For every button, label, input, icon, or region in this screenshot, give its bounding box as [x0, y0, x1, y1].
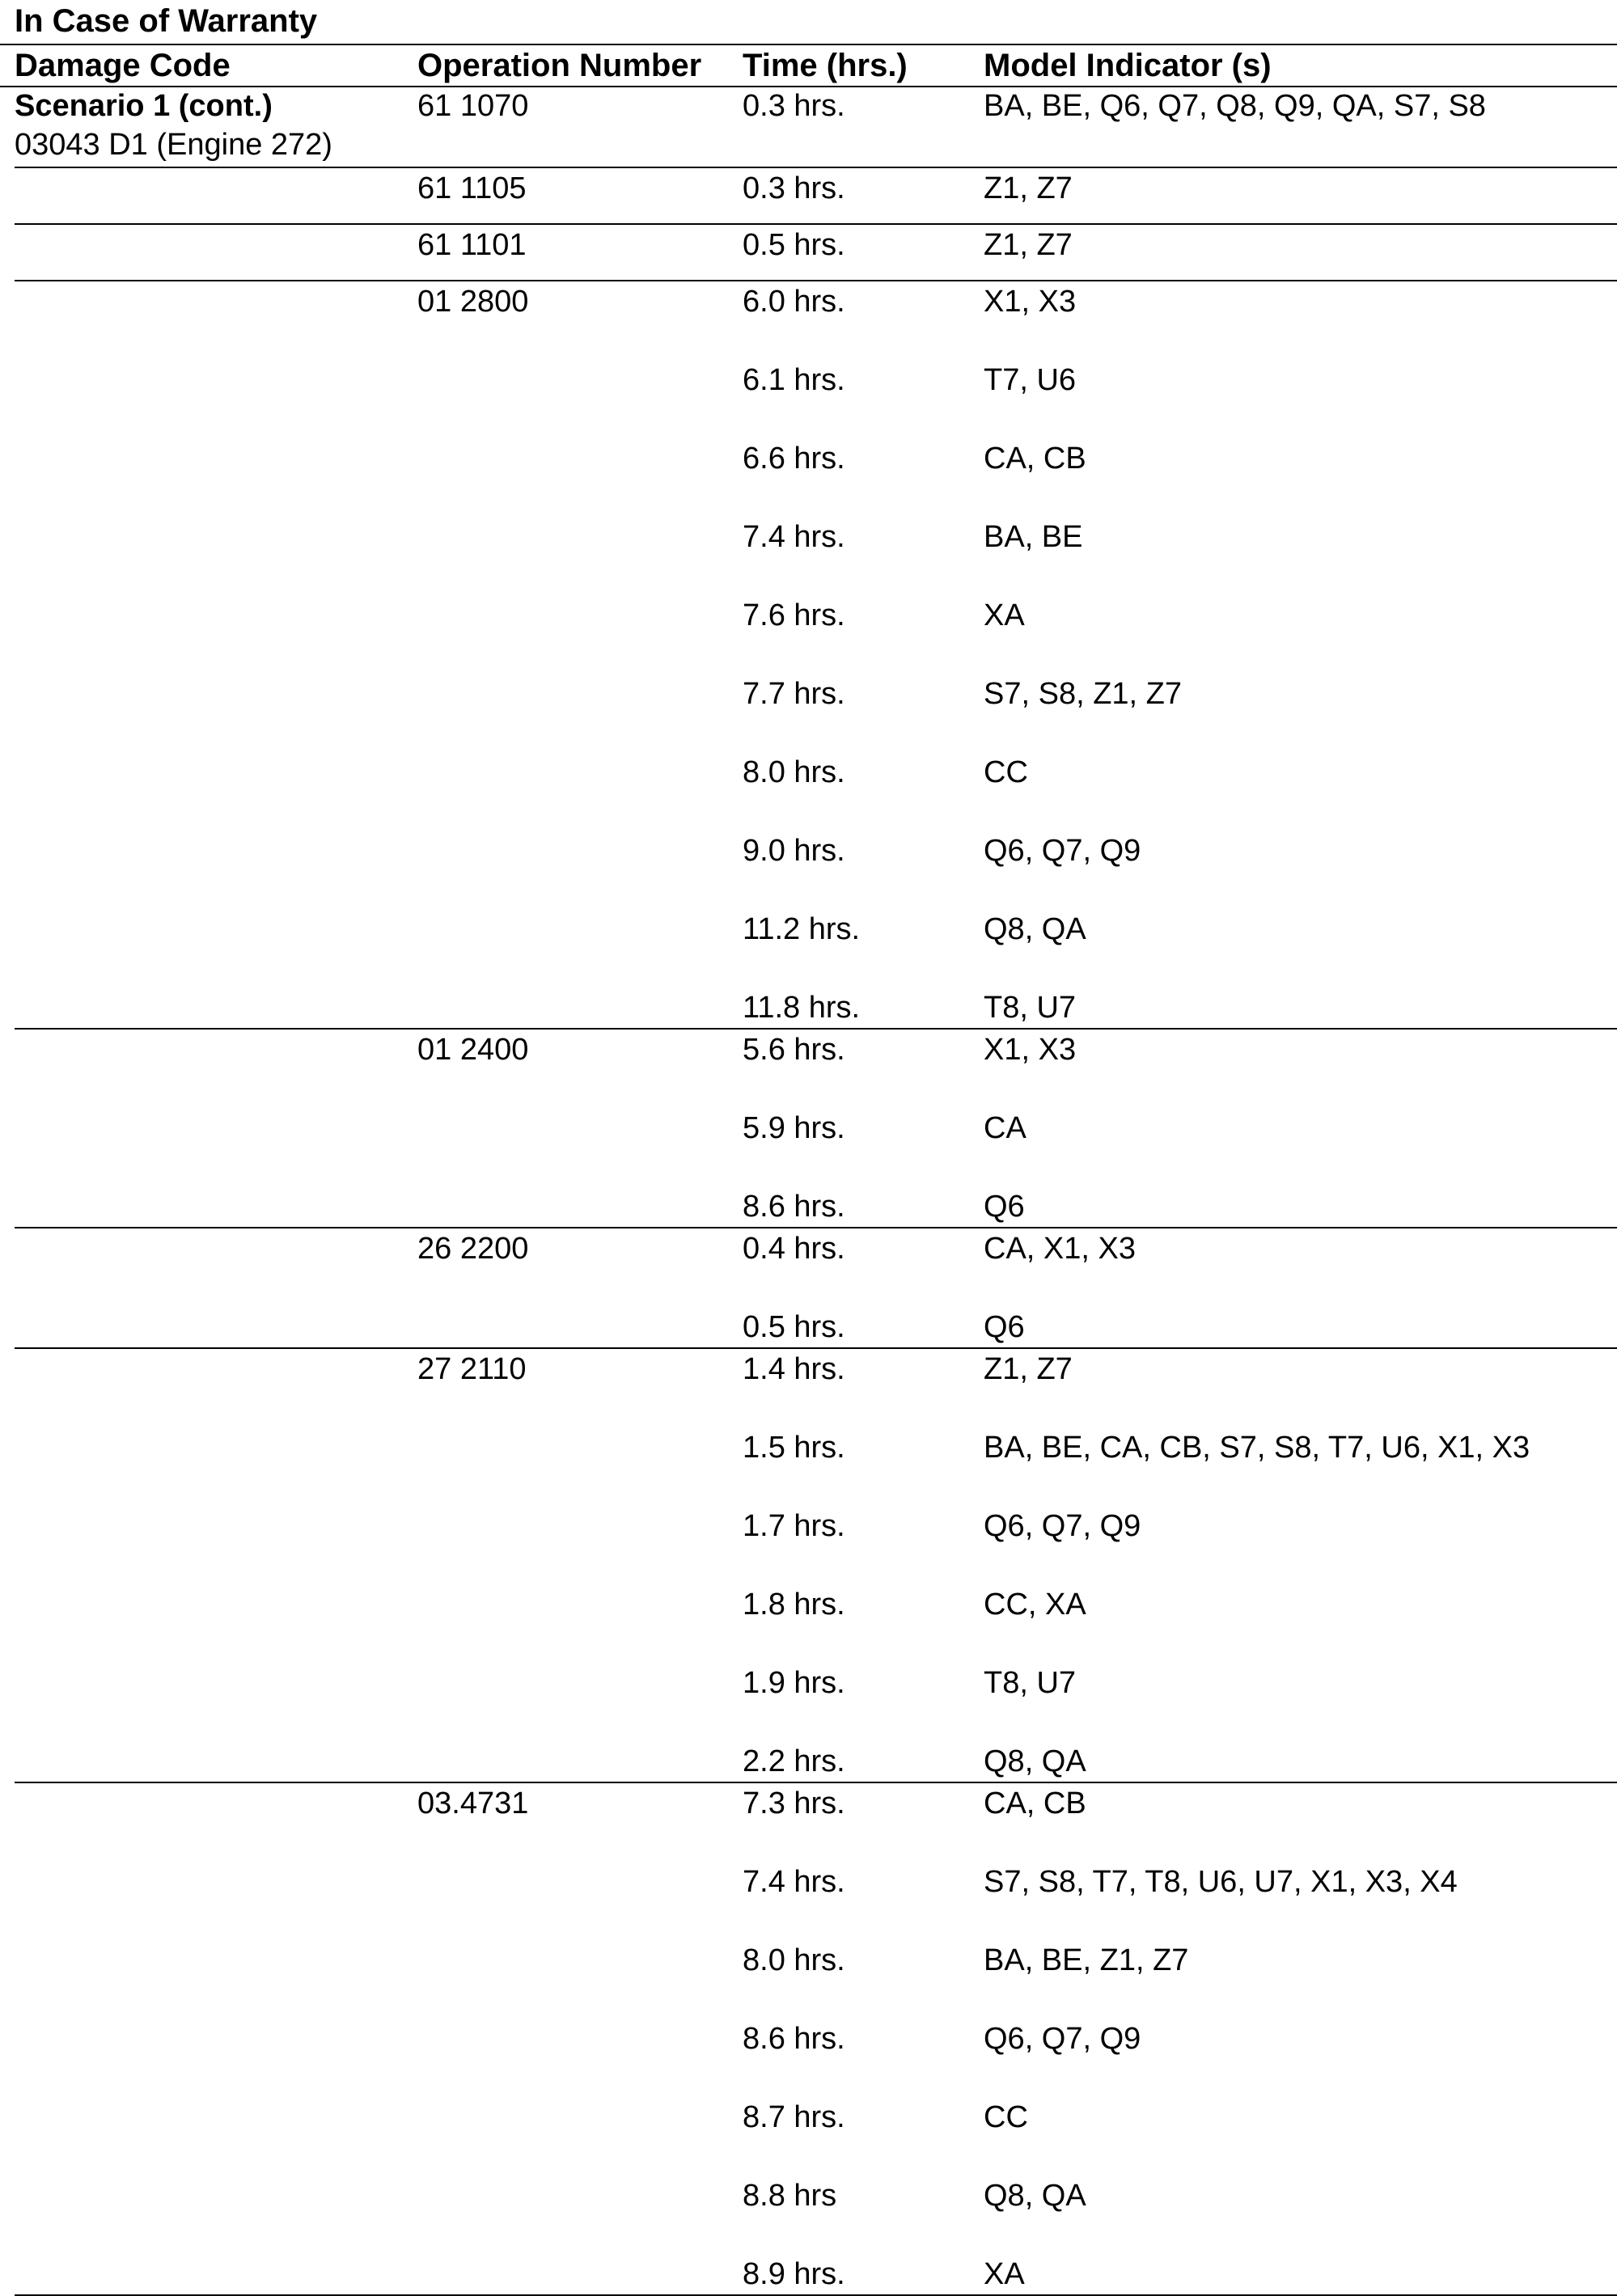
document-heading: In Case of Warranty	[15, 3, 318, 39]
model-indicator-cell: X1, X3	[984, 285, 1077, 319]
time-cell: 1.8 hrs.	[743, 1588, 845, 1622]
model-indicator-cell: S7, S8, T7, T8, U6, U7, X1, X3, X4	[984, 1865, 1458, 1899]
model-indicator-cell: BA, BE, Q6, Q7, Q8, Q9, QA, S7, S8	[984, 89, 1486, 123]
time-cell: 7.3 hrs.	[743, 1786, 845, 1820]
operation-number-cell: 26 2200	[417, 1232, 529, 1266]
model-indicator-cell: S7, S8, Z1, Z7	[984, 677, 1182, 711]
time-cell: 8.0 hrs.	[743, 1943, 845, 1977]
time-cell: 0.3 hrs.	[743, 171, 845, 205]
model-indicator-cell: CA, CB	[984, 1786, 1086, 1820]
model-indicator-cell: XA	[984, 2257, 1025, 2291]
column-header-operation-number: Operation Number	[417, 48, 702, 83]
scenario-damage-code: 03043 D1 (Engine 272)	[15, 128, 332, 162]
model-indicator-cell: CA, CB	[984, 442, 1086, 476]
model-indicator-cell: T8, U7	[984, 991, 1077, 1025]
time-cell: 7.4 hrs.	[743, 1865, 845, 1899]
time-cell: 0.5 hrs.	[743, 1310, 845, 1344]
model-indicator-cell: BA, BE, CA, CB, S7, S8, T7, U6, X1, X3	[984, 1431, 1530, 1465]
model-indicator-cell: Q6, Q7, Q9	[984, 834, 1141, 868]
model-indicator-cell: BA, BE, Z1, Z7	[984, 1943, 1189, 1977]
time-cell: 0.4 hrs.	[743, 1232, 845, 1266]
model-indicator-cell: Q6, Q7, Q9	[984, 1509, 1141, 1543]
time-cell: 1.9 hrs.	[743, 1666, 845, 1700]
time-cell: 7.7 hrs.	[743, 677, 845, 711]
time-cell: 8.0 hrs.	[743, 755, 845, 789]
row-divider	[15, 1782, 1617, 1783]
model-indicator-cell: CC, XA	[984, 1588, 1086, 1622]
operation-number-cell: 61 1105	[417, 171, 527, 205]
time-cell: 2.2 hrs.	[743, 1744, 845, 1778]
model-indicator-cell: Q8, QA	[984, 912, 1086, 946]
model-indicator-cell: Z1, Z7	[984, 1352, 1073, 1386]
time-cell: 7.6 hrs.	[743, 598, 845, 632]
time-cell: 6.0 hrs.	[743, 285, 845, 319]
time-cell: 5.6 hrs.	[743, 1033, 845, 1067]
time-cell: 7.4 hrs.	[743, 520, 845, 554]
model-indicator-cell: BA, BE	[984, 520, 1083, 554]
time-cell: 1.7 hrs.	[743, 1509, 845, 1543]
model-indicator-cell: XA	[984, 598, 1025, 632]
time-cell: 5.9 hrs.	[743, 1111, 845, 1145]
operation-number-cell: 61 1101	[417, 228, 527, 262]
time-cell: 6.1 hrs.	[743, 363, 845, 397]
time-cell: 6.6 hrs.	[743, 442, 845, 476]
row-divider	[15, 280, 1617, 281]
model-indicator-cell: CC	[984, 2100, 1028, 2134]
column-header-damage-code: Damage Code	[15, 48, 231, 83]
operation-number-cell: 03.4731	[417, 1786, 529, 1820]
row-divider	[15, 223, 1617, 225]
column-header-time: Time (hrs.)	[743, 48, 908, 83]
model-indicator-cell: T8, U7	[984, 1666, 1077, 1700]
table-header-row	[0, 44, 1617, 87]
operation-number-cell: 01 2800	[417, 285, 529, 319]
row-divider	[15, 1227, 1617, 1228]
model-indicator-cell: Z1, Z7	[984, 228, 1073, 262]
time-cell: 11.8 hrs.	[743, 991, 861, 1025]
time-cell: 0.3 hrs.	[743, 89, 845, 123]
time-cell: 11.2 hrs.	[743, 912, 861, 946]
model-indicator-cell: CA	[984, 1111, 1026, 1145]
model-indicator-cell: Q8, QA	[984, 1744, 1086, 1778]
model-indicator-cell: X1, X3	[984, 1033, 1077, 1067]
row-divider	[15, 1347, 1617, 1349]
row-divider	[15, 167, 1617, 168]
model-indicator-cell: CA, X1, X3	[984, 1232, 1136, 1266]
scenario-title: Scenario 1 (cont.)	[15, 89, 273, 123]
operation-number-cell: 61 1070	[417, 89, 529, 123]
time-cell: 9.0 hrs.	[743, 834, 845, 868]
operation-number-cell: 27 2110	[417, 1352, 527, 1386]
model-indicator-cell: Q8, QA	[984, 2179, 1086, 2213]
time-cell: 8.6 hrs.	[743, 1190, 845, 1224]
time-cell: 8.6 hrs.	[743, 2022, 845, 2056]
row-divider	[15, 1028, 1617, 1030]
time-cell: 1.5 hrs.	[743, 1431, 845, 1465]
operation-number-cell: 01 2400	[417, 1033, 529, 1067]
model-indicator-cell: T7, U6	[984, 363, 1077, 397]
time-cell: 8.9 hrs.	[743, 2257, 845, 2291]
model-indicator-cell: Q6	[984, 1190, 1025, 1224]
time-cell: 8.8 hrs	[743, 2179, 837, 2213]
column-header-model-indicator: Model Indicator (s)	[984, 48, 1272, 83]
model-indicator-cell: CC	[984, 755, 1028, 789]
model-indicator-cell: Q6, Q7, Q9	[984, 2022, 1141, 2056]
time-cell: 0.5 hrs.	[743, 228, 845, 262]
time-cell: 1.4 hrs.	[743, 1352, 845, 1386]
time-cell: 8.7 hrs.	[743, 2100, 845, 2134]
model-indicator-cell: Z1, Z7	[984, 171, 1073, 205]
model-indicator-cell: Q6	[984, 1310, 1025, 1344]
